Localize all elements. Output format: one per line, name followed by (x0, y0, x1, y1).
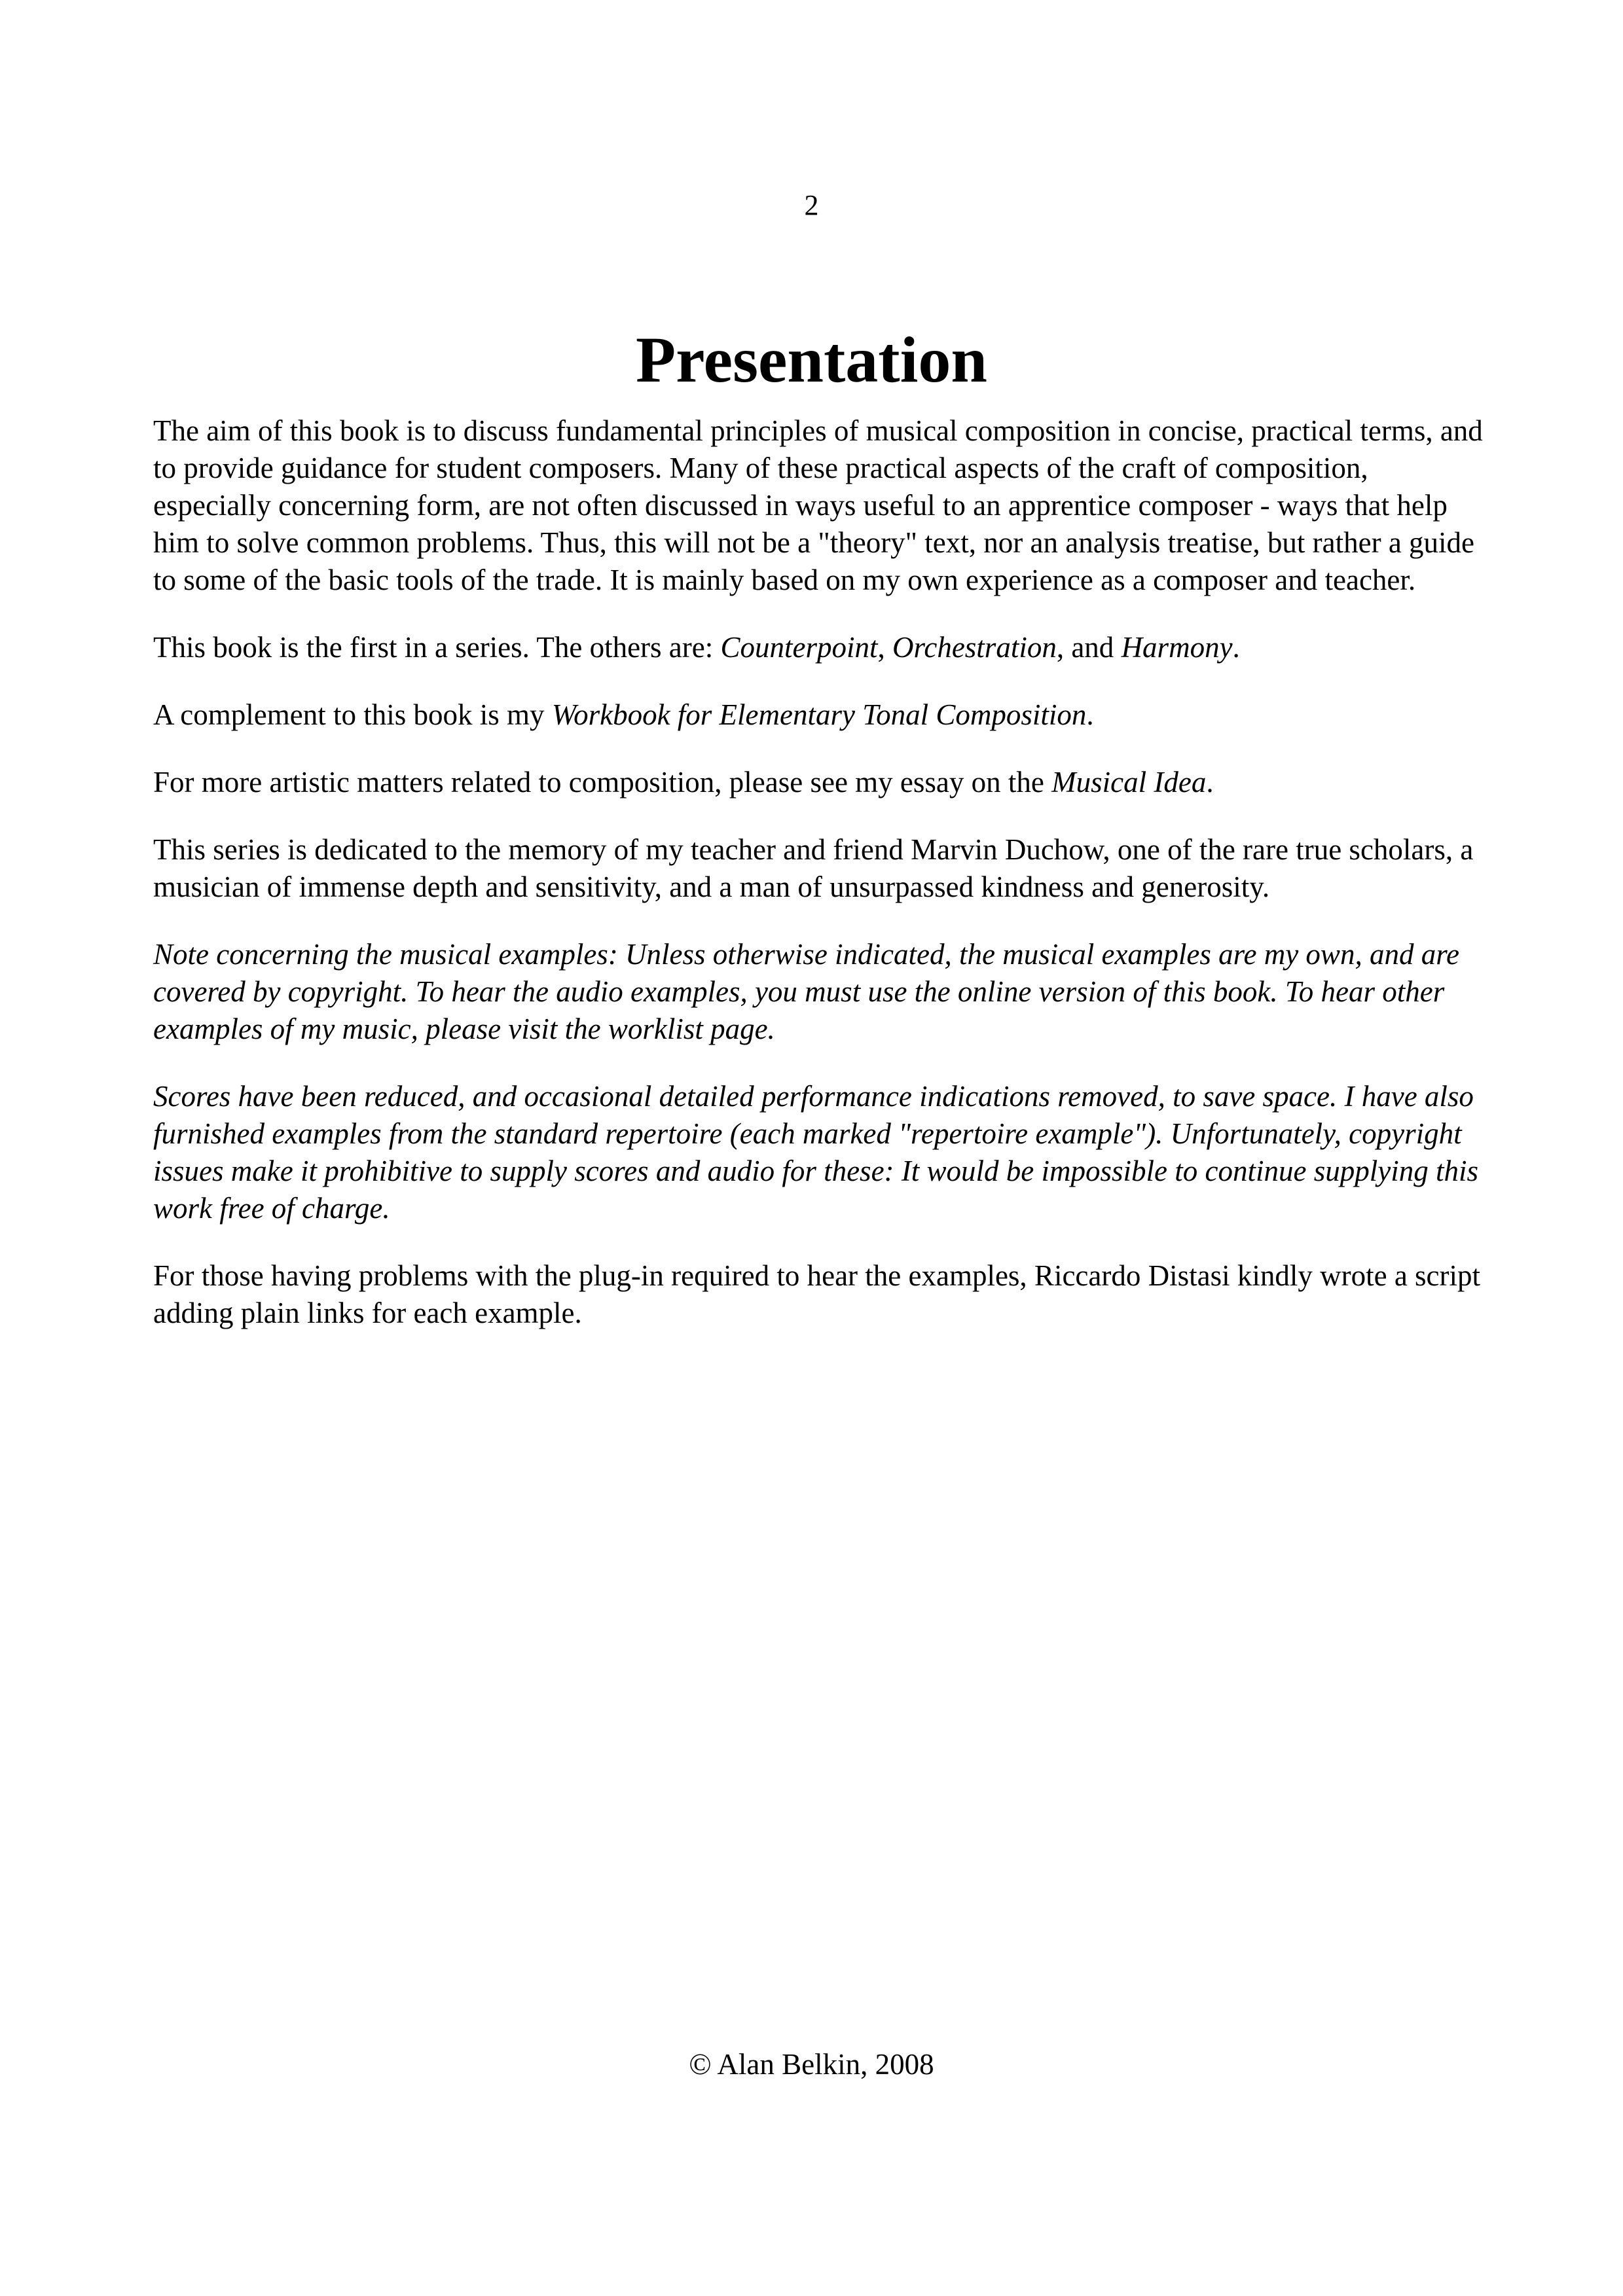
paragraph-scores: Scores have been reduced, and occasional detailed performance indications removed, to save space. I have also furnished examples from the standard repertoire (each marked "repertoire example"). Unfortunately, copyright issues make it prohibitive to supply scores and audio for these: It would be impossible to continue supplying this work free of charge. (153, 1080, 1478, 1225)
paragraph-artistic (153, 764, 1489, 801)
copyright-notice: © Alan Belkin, 2008 (689, 2048, 934, 2081)
series-separator-2: , and (1056, 631, 1122, 664)
page-number: 2 (804, 189, 819, 221)
paragraph-aim: The aim of this book is to discuss fundamental principles of musical composition in concise, practical terms, and to provide guidance for student composers. Many of these practical aspects of the craft of composition, especially concerning form, are not often discussed in ways useful to an apprentice composer - ways that help him to solve common problems. Thus, this will not be a "theory" text, nor an analysis treatise, but rather a guide to some of the basic tools of the trade. It is mainly based on my own experience as a composer and teacher. (153, 414, 1483, 596)
series-separator-1: , (877, 631, 892, 664)
essay-title-musical-idea: Musical Idea (1051, 766, 1207, 798)
paragraph-series (153, 629, 1489, 666)
complement-lead: A complement to this book is my (153, 698, 552, 731)
paragraph-plugin: For those having problems with the plug-in required to hear the examples, Riccardo Distasi kindly wrote a script adding plain links for each example. (153, 1259, 1481, 1329)
book-title-harmony: Harmony (1121, 631, 1233, 664)
paragraph-dedication: This series is dedicated to the memory of my teacher and friend Marvin Duchow, one of the rare true scholars, a musician of immense depth and sensitivity, and a man of unsurpassed kindness and generosity. (153, 833, 1474, 903)
artistic-lead: For more artistic matters related to composition, please see my essay on the (153, 766, 1052, 798)
complement-end: . (1086, 698, 1094, 731)
series-end: . (1232, 631, 1240, 664)
paragraph-complement (153, 696, 1489, 734)
book-title-workbook: Workbook for Elementary Tonal Composition (551, 698, 1087, 731)
paragraph-note-examples: Note concerning the musical examples: Unless otherwise indicated, the musical examples are my own, and are covered by copyright. To hear the audio examples, you must use the online version of this book. To hear other examples of my music, please visit the worklist page. (153, 938, 1460, 1045)
series-lead: This book is the first in a series. The others are: (153, 631, 721, 664)
artistic-end: . (1206, 766, 1214, 798)
page-title: Presentation (636, 323, 987, 396)
book-title-orchestration: Orchestration (892, 631, 1057, 664)
book-title-counterpoint: Counterpoint (720, 631, 878, 664)
body-text (153, 412, 1489, 1362)
